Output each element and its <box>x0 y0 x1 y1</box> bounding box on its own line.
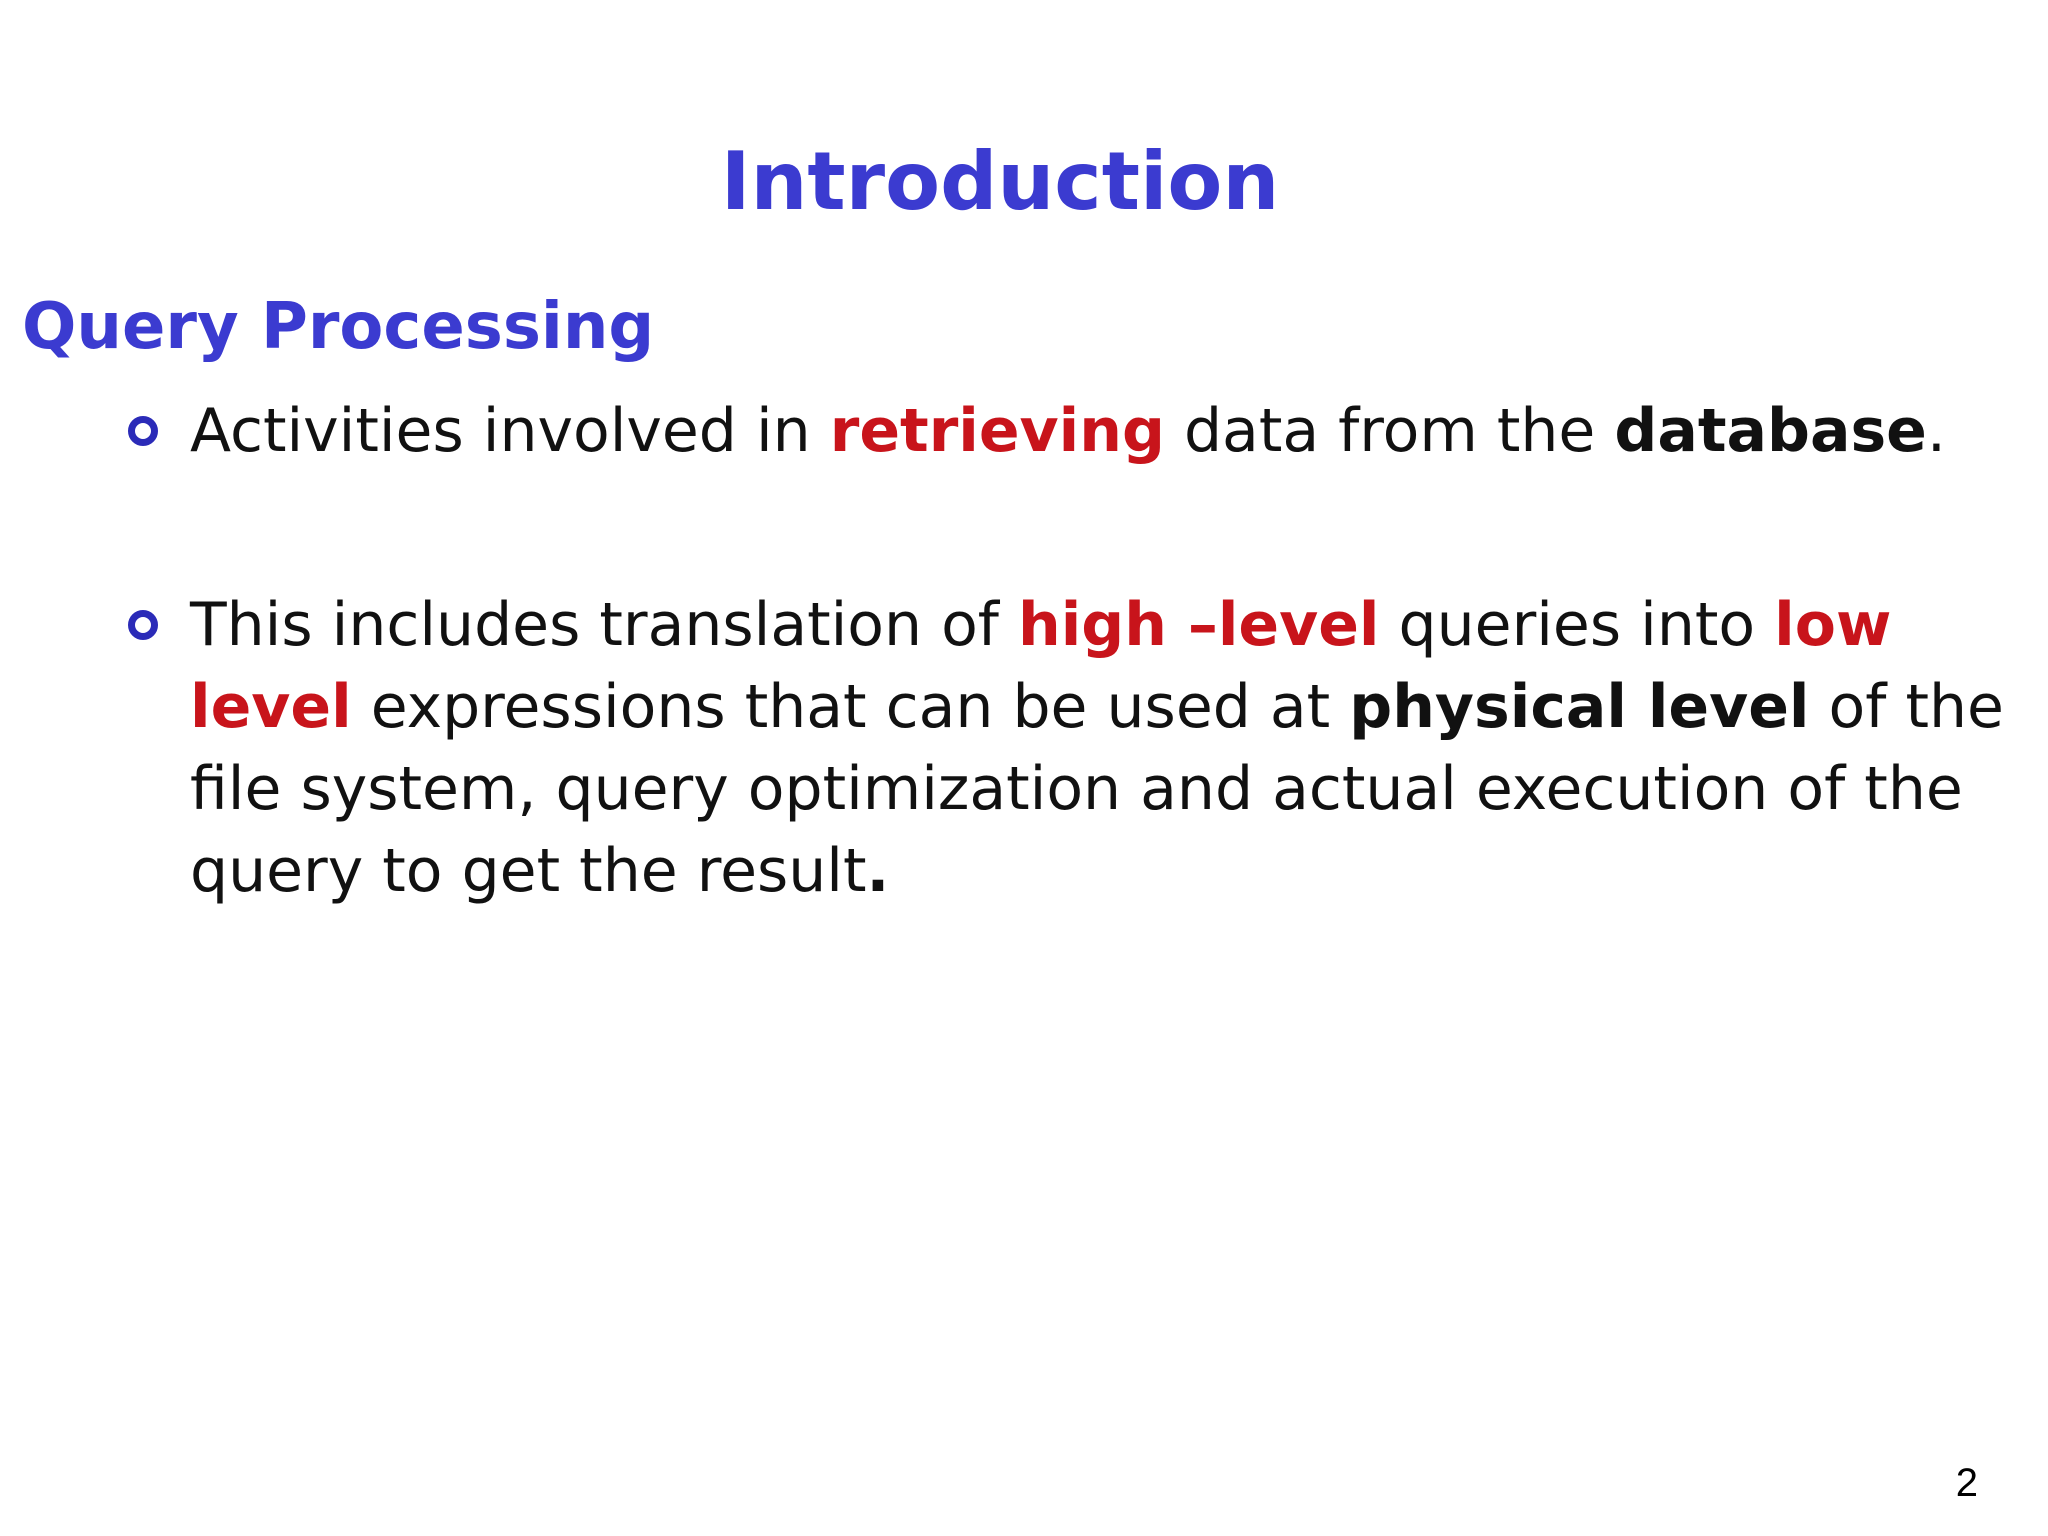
bullet-text: data from the <box>1164 396 1615 466</box>
emphasis-bold-text: physical level <box>1349 672 1810 742</box>
bullet-text: of the file system, query optimization and actual execution of the query to get the result <box>190 672 2004 906</box>
emphasis-bold-text: database <box>1614 396 1927 466</box>
bullet-text: This includes translation of <box>190 590 1018 660</box>
emphasis-red-text: retrieving <box>829 396 1165 466</box>
hollow-circle-bullet-icon <box>128 416 158 446</box>
bullet-item-retrieving <box>190 390 2010 472</box>
bullet-text: queries into <box>1379 590 1775 660</box>
slide-title: Introduction <box>720 135 1280 228</box>
emphasis-red-text: high –level <box>1018 590 1380 660</box>
bullet-text: . <box>1926 396 1946 466</box>
emphasis-red-text: low level <box>190 590 1892 742</box>
bullet-item-translation <box>190 584 2010 912</box>
bullet-text: expressions that can be used at <box>351 672 1350 742</box>
page-number: 2 <box>1955 1461 1978 1505</box>
section-heading: Query Processing <box>22 290 655 364</box>
bullet-text-period: . <box>866 836 890 906</box>
hollow-circle-bullet-icon <box>128 610 158 640</box>
bullet-text: Activities involved in <box>190 396 830 466</box>
